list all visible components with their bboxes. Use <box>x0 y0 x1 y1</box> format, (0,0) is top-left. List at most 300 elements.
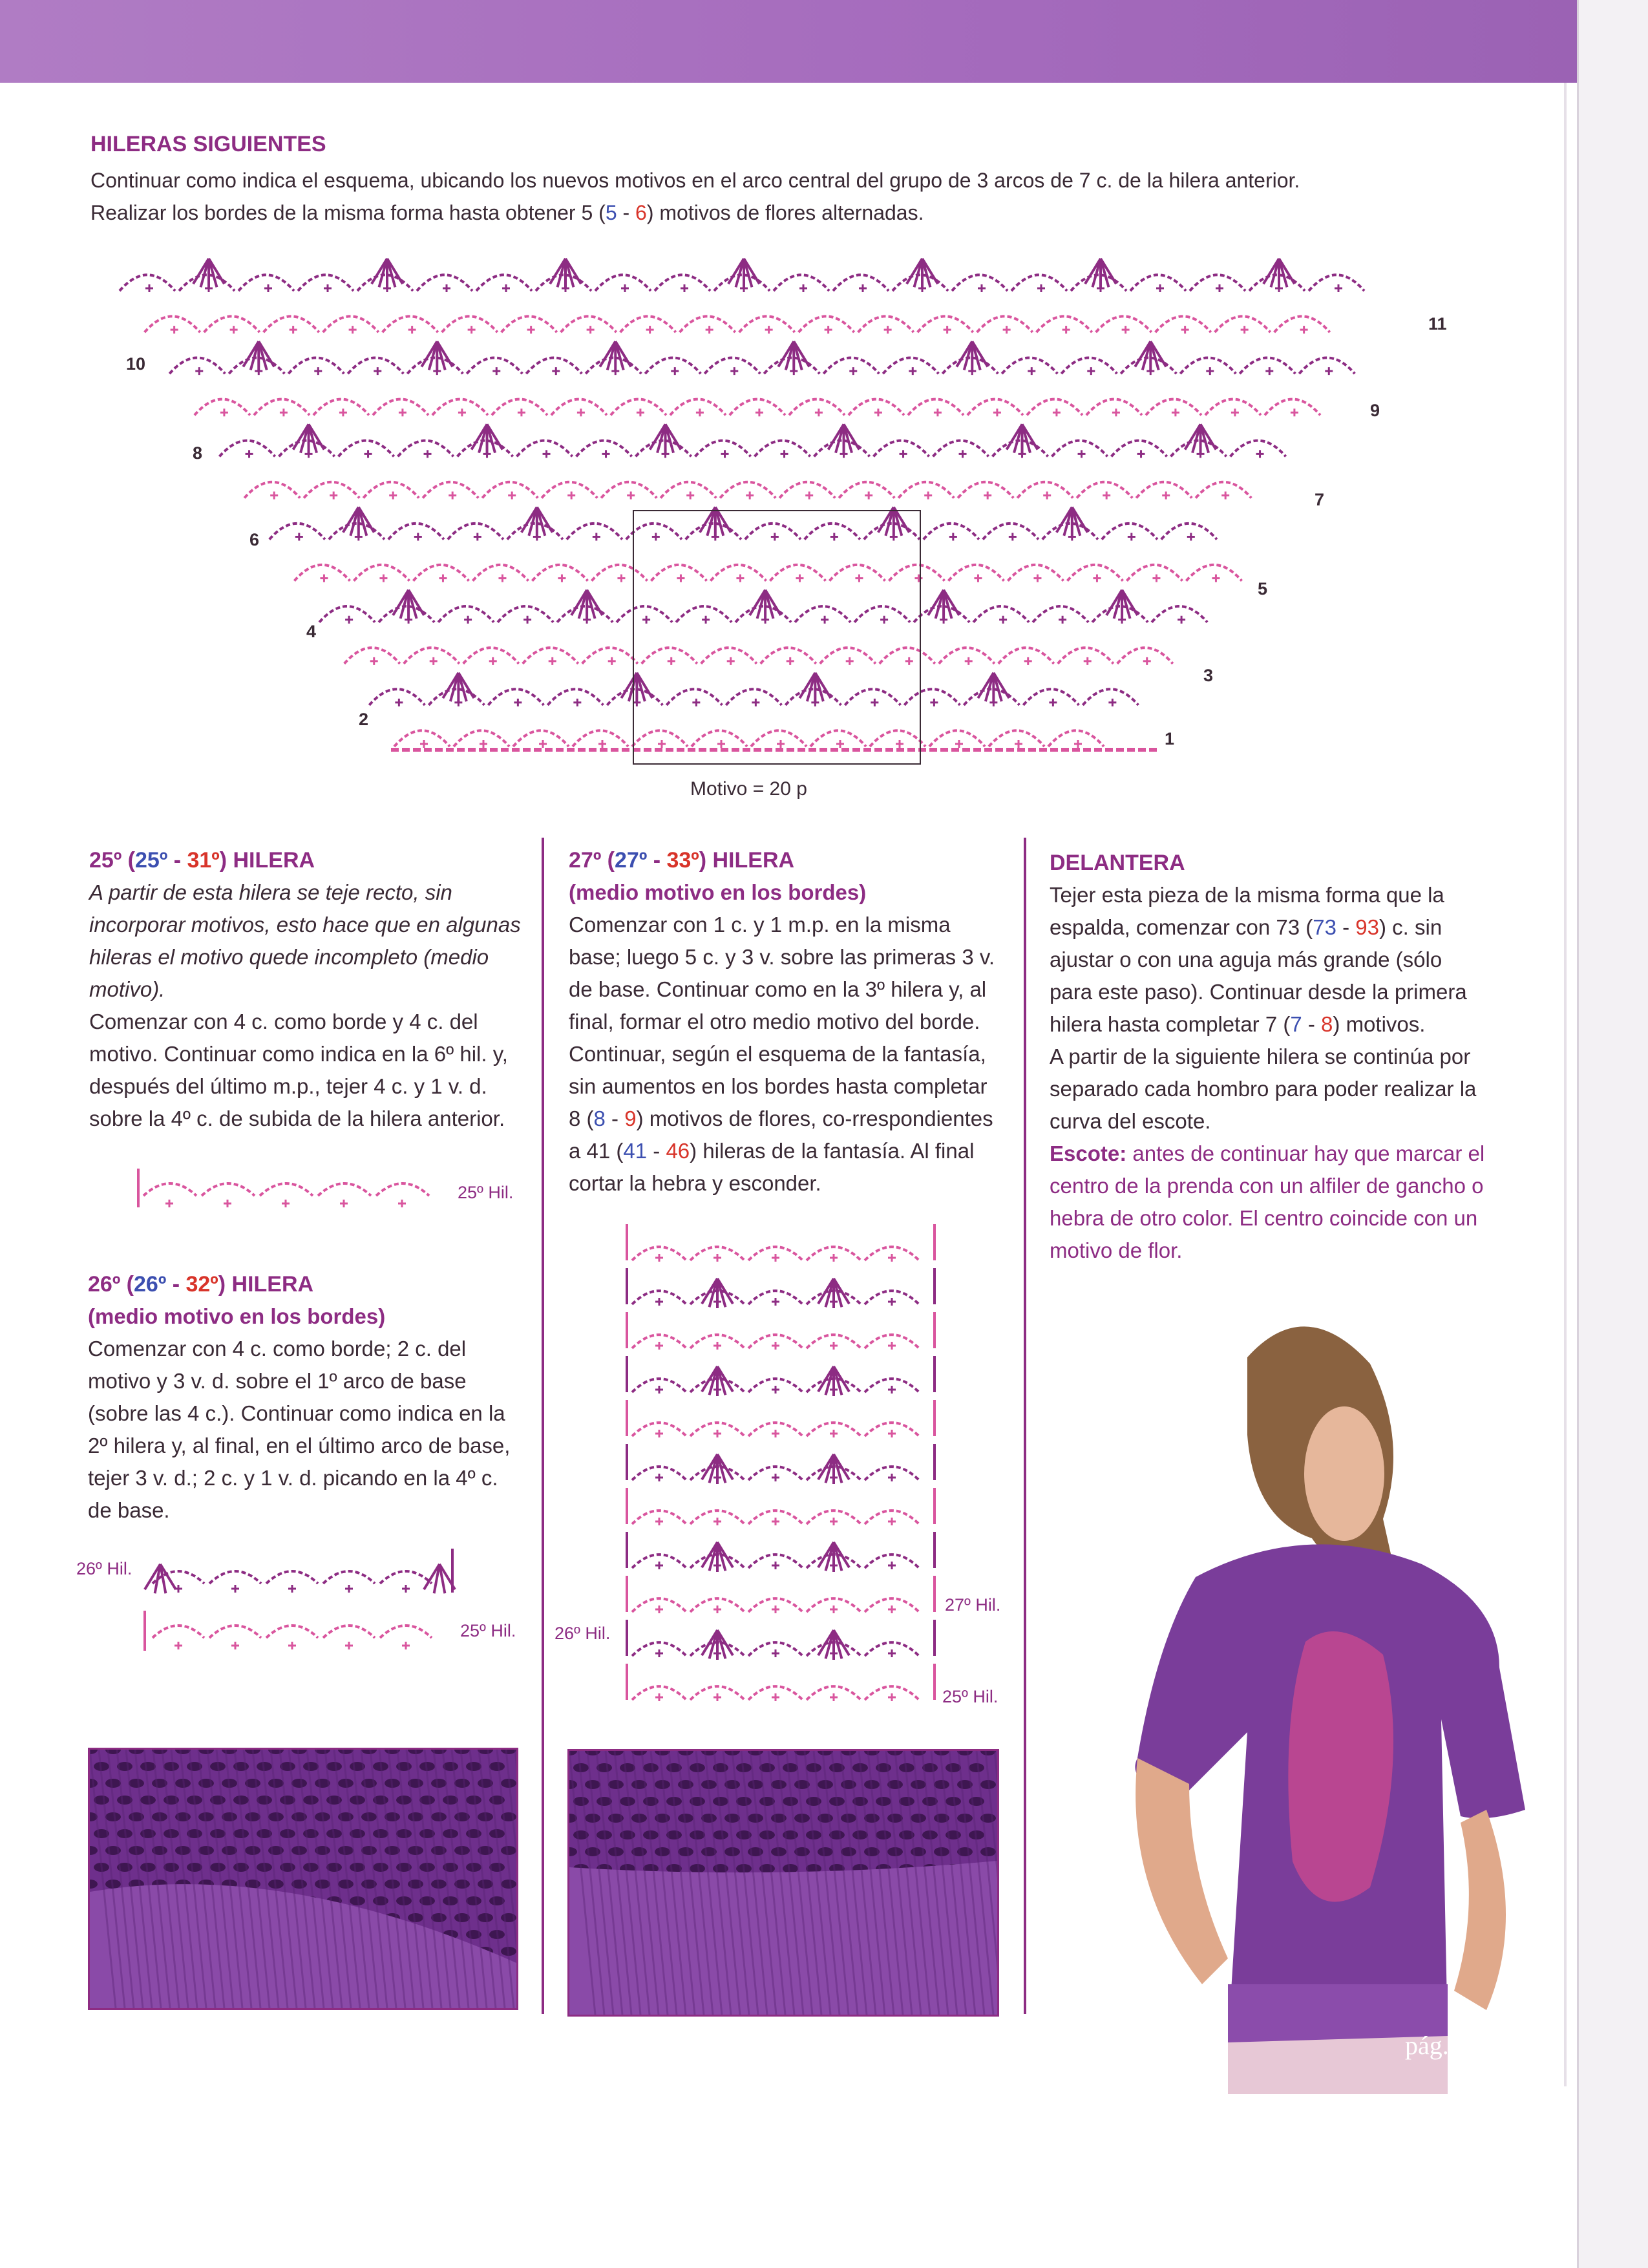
single-crochet-mark <box>888 1298 896 1306</box>
single-crochet-mark <box>730 367 738 375</box>
single-crochet-mark <box>1265 367 1273 375</box>
chain-arc <box>209 1571 261 1584</box>
single-crochet-mark <box>999 616 1007 624</box>
single-crochet-mark <box>399 408 407 416</box>
single-crochet-mark <box>1291 408 1298 416</box>
single-crochet-mark <box>686 491 694 499</box>
row-label-8: 8 <box>193 443 203 463</box>
single-crochet-mark <box>696 408 704 416</box>
single-crochet-mark <box>379 575 387 582</box>
row-label-3: 3 <box>1203 666 1214 685</box>
single-crochet-mark <box>502 284 510 292</box>
single-crochet-mark <box>655 1430 663 1437</box>
single-crochet-mark <box>290 326 297 334</box>
single-crochet-mark <box>324 284 332 292</box>
face <box>1304 1406 1384 1541</box>
single-crochet-mark <box>508 491 516 499</box>
single-crochet-mark <box>888 1693 896 1701</box>
row-label-2: 2 <box>359 710 369 729</box>
lace-hole <box>585 1814 600 1823</box>
single-crochet-mark <box>1009 533 1017 541</box>
lace-hole <box>818 1847 833 1856</box>
single-crochet-mark <box>1206 367 1214 375</box>
single-crochet-mark <box>364 450 372 458</box>
lace-hole <box>408 1812 423 1821</box>
single-crochet-mark <box>821 616 829 624</box>
single-crochet-mark <box>865 491 872 499</box>
single-crochet-mark <box>884 326 892 334</box>
lace-hole <box>338 1880 354 1889</box>
chain-arc <box>143 1183 196 1196</box>
row-label-9: 9 <box>1370 401 1380 420</box>
single-crochet-mark <box>815 408 823 416</box>
row26-heading: 26º (26º - 32º) HILERA <box>88 1272 314 1297</box>
intro-heading: HILERAS SIGUIENTES <box>90 132 326 156</box>
knit-detail-photo-left <box>88 1748 518 2010</box>
single-crochet-mark <box>772 1298 779 1306</box>
single-crochet-mark <box>924 491 932 499</box>
single-crochet-mark <box>1325 367 1333 375</box>
single-crochet-mark <box>1156 284 1164 292</box>
single-crochet-mark <box>787 657 794 665</box>
single-crochet-mark <box>1181 326 1189 334</box>
single-crochet-mark <box>398 1200 406 1207</box>
single-crochet-mark <box>443 284 450 292</box>
row-label-7: 7 <box>1315 490 1325 509</box>
single-crochet-mark <box>598 740 606 748</box>
lace-hole <box>876 1830 891 1839</box>
arm-left <box>1136 1758 1228 1984</box>
single-crochet-mark <box>552 367 560 375</box>
single-crochet-mark <box>830 1518 838 1525</box>
single-crochet-mark <box>655 1693 663 1701</box>
lace-hole <box>713 1797 728 1806</box>
single-crochet-mark <box>896 740 903 748</box>
single-crochet-mark <box>1187 533 1195 541</box>
lace-hole <box>431 1779 447 1788</box>
lace-hole <box>655 1847 670 1856</box>
single-crochet-mark <box>1062 326 1070 334</box>
single-crochet-mark <box>655 1474 663 1481</box>
lace-hole <box>980 1847 996 1856</box>
single-crochet-mark <box>1074 740 1082 748</box>
single-crochet-mark <box>1112 408 1120 416</box>
single-crochet-mark <box>573 699 581 706</box>
lace-hole <box>608 1780 624 1789</box>
lace-hole <box>466 1896 481 1905</box>
single-crochet-mark <box>772 1693 779 1701</box>
single-crochet-mark <box>955 740 963 748</box>
single-crochet-mark <box>655 1518 663 1525</box>
single-crochet-mark <box>671 367 679 375</box>
chain-arc <box>266 1571 318 1584</box>
single-crochet-mark <box>224 1200 231 1207</box>
lace-hole <box>268 1812 284 1821</box>
single-crochet-mark <box>424 450 432 458</box>
single-crochet-mark <box>295 533 303 541</box>
single-crochet-mark <box>518 408 525 416</box>
single-crochet-mark <box>339 408 347 416</box>
row-label-10: 10 <box>126 354 146 374</box>
neckline-note: Escote: antes de continuar hay que marcar el centro de la prenda con un alfiler de gancho o hebra de otro color. El centro coincide con un motivo de flor. <box>1050 1141 1485 1262</box>
lace-hole <box>478 1913 493 1922</box>
front-body: Tejer esta pieza de la misma forma que la espalda, comenzar con 73 (73 - 93) c. sin ajustar o con una aguja más grande (sólo para este paso). Continuar desde la primera hilera hasta completar 7 (7 - 8) motivos. A partir de la siguiente hilera se continúa por separado cada hombro para poder realizar la curva del escote. <box>1050 883 1477 1133</box>
chain-arc <box>323 1626 375 1638</box>
chain-arc <box>323 1571 375 1584</box>
row-label-11: 11 <box>1428 314 1447 334</box>
single-crochet-mark <box>637 408 644 416</box>
single-crochet-mark <box>288 1642 296 1649</box>
row26-body: Comenzar con 4 c. como borde; 2 c. del motivo y 3 v. d. sobre el 1º arco de base (sobre las 4 c.). Continuar como indica en la 2º hilera y, al final, en el último arco de base, tejer 3 v. d.; 2 c. y 1 v. d. picando en la 4º c. de base. <box>88 1337 511 1522</box>
single-crochet-mark <box>836 740 844 748</box>
single-crochet-mark <box>1122 326 1130 334</box>
row26-chart-bottom-label: 25º Hil. <box>460 1621 516 1640</box>
single-crochet-mark <box>480 740 487 748</box>
lace-hole <box>501 1880 516 1889</box>
single-crochet-mark <box>539 740 547 748</box>
lace-hole <box>478 1880 493 1889</box>
single-crochet-mark <box>717 740 725 748</box>
lace-hole <box>690 1830 705 1839</box>
row25-heading: 25º (25º - 31º) HILERA <box>89 848 315 873</box>
single-crochet-mark <box>593 533 600 541</box>
lace-hole <box>396 1796 412 1805</box>
single-crochet-mark <box>430 657 438 665</box>
lace-hole <box>945 1763 961 1772</box>
single-crochet-mark <box>888 1342 896 1350</box>
lace-hole <box>233 1829 249 1838</box>
motif-repeat-box <box>633 511 920 764</box>
single-crochet-mark <box>652 533 660 541</box>
single-crochet-mark <box>772 1342 779 1350</box>
single-crochet-mark <box>777 740 785 748</box>
single-crochet-mark <box>621 284 629 292</box>
single-crochet-mark <box>330 491 337 499</box>
lace-hole <box>934 1780 949 1789</box>
single-crochet-mark <box>1256 450 1264 458</box>
knit-detail-photo-middle <box>567 1749 999 2017</box>
single-crochet-mark <box>781 450 788 458</box>
single-crochet-mark <box>655 1649 663 1657</box>
single-crochet-mark <box>681 284 688 292</box>
single-crochet-mark <box>771 533 779 541</box>
front-heading: DELANTERA <box>1050 851 1185 875</box>
lace-hole <box>771 1780 787 1789</box>
lace-hole <box>408 1913 423 1922</box>
single-crochet-mark <box>949 533 957 541</box>
single-crochet-mark <box>1087 367 1095 375</box>
lace-hole <box>783 1864 798 1873</box>
single-crochet-mark <box>934 408 942 416</box>
single-crochet-mark <box>713 1254 721 1262</box>
row27-heading: 27º (27º - 33º) HILERA <box>569 848 795 873</box>
single-crochet-mark <box>888 1430 896 1437</box>
single-crochet-mark <box>282 1200 290 1207</box>
single-crochet-mark <box>752 699 759 706</box>
single-crochet-mark <box>145 284 153 292</box>
single-crochet-mark <box>692 699 700 706</box>
row25-body: Comenzar con 4 c. como borde y 4 c. del motivo. Continuar como indica en la 6º hil. y, después del último m.p., tejer 4 c. y 1 v. d. sobre la 4º c. de subida de la hilera anterior. <box>89 1010 508 1130</box>
chain-arc <box>153 1571 204 1584</box>
chain-arc <box>266 1626 318 1638</box>
single-crochet-mark <box>772 1518 779 1525</box>
page-number: pág. 7 <box>1405 2031 1468 2060</box>
lace-hole <box>361 1846 377 1855</box>
single-crochet-mark <box>349 326 357 334</box>
lace-hole <box>620 1763 635 1772</box>
row-label-4: 4 <box>306 622 317 641</box>
single-crochet-mark <box>772 1254 779 1262</box>
single-crochet-mark <box>1053 408 1061 416</box>
single-crochet-mark <box>746 491 754 499</box>
single-crochet-mark <box>713 1430 721 1437</box>
lace-hole <box>443 1896 458 1905</box>
single-crochet-mark <box>888 1474 896 1481</box>
row26-mini-chart <box>136 1541 472 1657</box>
single-crochet-mark <box>1162 491 1170 499</box>
single-crochet-mark <box>846 657 854 665</box>
single-crochet-mark <box>974 575 982 582</box>
lace-hole <box>841 1847 856 1856</box>
lace-hole <box>233 1796 249 1805</box>
single-crochet-mark <box>270 491 278 499</box>
single-crochet-mark <box>523 616 531 624</box>
single-crochet-mark <box>414 533 422 541</box>
single-crochet-mark <box>1231 408 1239 416</box>
lace-hole <box>783 1763 798 1772</box>
lace-hole <box>911 1780 926 1789</box>
row25-note: A partir de esta hilera se teje recto, sin incorporar motivos, esto hace que en algunas hileras el motivo quede incompleto (medio motivo). <box>89 880 521 1001</box>
single-crochet-mark <box>772 1649 779 1657</box>
single-crochet-mark <box>825 326 832 334</box>
single-crochet-mark <box>646 326 654 334</box>
single-crochet-mark <box>772 1386 779 1394</box>
single-crochet-mark <box>1108 699 1116 706</box>
single-crochet-mark <box>246 450 253 458</box>
single-crochet-mark <box>1178 616 1185 624</box>
arm-right <box>1454 1810 1506 2010</box>
single-crochet-mark <box>1128 533 1136 541</box>
single-crochet-mark <box>830 1606 838 1613</box>
model-wearing-top-photo <box>1034 1306 1564 2094</box>
row-label-1: 1 <box>1165 729 1175 748</box>
row27-body: Comenzar con 1 c. y 1 m.p. en la misma base; luego 5 c. y 3 v. sobre las primeras 3 v. de base. Continuar como en la 3º hilera y, al final, formar el otro medio motivo del borde. Continuar, según el esquema de la fantasía, sin aumentos en los bordes hasta completar 8 (8 - 9) motivos de flores, co-rrespondientes a 41 (41 - 46) hileras de la fantasía. Al final cortar la hebra y esconder. <box>569 913 995 1195</box>
single-crochet-mark <box>830 1254 838 1262</box>
single-crochet-mark <box>765 326 773 334</box>
single-crochet-mark <box>1033 575 1041 582</box>
single-crochet-mark <box>345 1585 353 1593</box>
single-crochet-mark <box>1028 367 1035 375</box>
single-crochet-mark <box>527 326 535 334</box>
single-crochet-mark <box>658 740 666 748</box>
single-crochet-mark <box>1003 326 1011 334</box>
lace-hole <box>431 1812 447 1821</box>
single-crochet-mark <box>543 450 551 458</box>
single-crochet-mark <box>608 657 616 665</box>
single-crochet-mark <box>1300 326 1308 334</box>
single-crochet-mark <box>736 575 744 582</box>
lace-hole <box>678 1847 693 1856</box>
lace-hole <box>466 1762 481 1771</box>
chart-label-25: 25º Hil. <box>942 1687 998 1706</box>
single-crochet-mark <box>859 284 867 292</box>
single-crochet-mark <box>1152 575 1160 582</box>
single-crochet-mark <box>655 1342 663 1350</box>
single-crochet-mark <box>1137 450 1145 458</box>
single-crochet-mark <box>474 533 481 541</box>
single-crochet-mark <box>549 657 556 665</box>
single-crochet-mark <box>944 326 951 334</box>
row27-subheading: (medio motivo en los bordes) <box>569 880 867 904</box>
single-crochet-mark <box>577 408 585 416</box>
chain-arc <box>318 1183 371 1196</box>
rows-25-27-chart <box>620 1222 944 1726</box>
lace-hole <box>373 1863 388 1872</box>
intro-line-2: Realizar los bordes de la misma forma hasta obtener 5 (5 - 6) motivos de flores alternadas. <box>90 201 924 224</box>
lace-hole <box>105 1779 121 1788</box>
main-crochet-chart <box>0 0 1648 840</box>
lace-hole <box>338 1846 354 1855</box>
lace-hole <box>175 1846 191 1855</box>
single-crochet-mark <box>449 491 456 499</box>
single-crochet-mark <box>1335 284 1342 292</box>
lace-hole <box>585 1780 600 1789</box>
single-crochet-mark <box>888 1649 896 1657</box>
lace-hole <box>454 1779 470 1788</box>
lace-hole <box>748 1814 763 1823</box>
single-crochet-mark <box>468 326 476 334</box>
single-crochet-mark <box>905 657 913 665</box>
row25-mini-chart <box>129 1157 465 1215</box>
single-crochet-mark <box>993 408 1001 416</box>
single-crochet-mark <box>1212 575 1220 582</box>
single-crochet-mark <box>871 699 878 706</box>
single-crochet-mark <box>340 1200 348 1207</box>
lace-hole <box>210 1829 226 1838</box>
single-crochet-mark <box>1043 491 1051 499</box>
single-crochet-mark <box>1172 408 1179 416</box>
single-crochet-mark <box>702 616 710 624</box>
single-crochet-mark <box>830 1342 838 1350</box>
single-crochet-mark <box>755 408 763 416</box>
single-crochet-mark <box>587 326 595 334</box>
row-label-5: 5 <box>1258 579 1268 599</box>
single-crochet-mark <box>174 1642 182 1649</box>
single-crochet-mark <box>655 1562 663 1569</box>
lace-hole <box>748 1780 763 1789</box>
single-crochet-mark <box>984 491 991 499</box>
lace-hole <box>501 1846 516 1855</box>
chain-arc <box>202 1183 255 1196</box>
lace-hole <box>852 1830 868 1839</box>
single-crochet-mark <box>395 699 403 706</box>
lace-hole <box>396 1829 412 1838</box>
single-crochet-mark <box>849 367 857 375</box>
single-crochet-mark <box>706 326 713 334</box>
single-crochet-mark <box>1037 284 1045 292</box>
single-crochet-mark <box>1015 740 1022 748</box>
lace-hole <box>315 1880 330 1889</box>
row26-chart-top-label: 26º Hil. <box>76 1559 132 1578</box>
chain-arc <box>380 1626 432 1638</box>
single-crochet-mark <box>830 533 838 541</box>
single-crochet-mark <box>978 284 986 292</box>
single-crochet-mark <box>1084 657 1092 665</box>
single-crochet-mark <box>408 326 416 334</box>
single-crochet-mark <box>264 284 272 292</box>
single-crochet-mark <box>464 616 472 624</box>
single-crochet-mark <box>727 657 735 665</box>
single-crochet-mark <box>231 1642 239 1649</box>
lace-hole <box>489 1762 505 1771</box>
lace-hole <box>713 1830 728 1839</box>
single-crochet-mark <box>1216 284 1223 292</box>
single-crochet-mark <box>668 657 675 665</box>
single-crochet-mark <box>655 1254 663 1262</box>
lace-hole <box>373 1829 388 1838</box>
single-crochet-mark <box>772 1606 779 1613</box>
column-divider-1 <box>542 838 544 2014</box>
single-crochet-mark <box>617 575 625 582</box>
chain-arc <box>153 1626 204 1638</box>
chain-arc <box>209 1626 261 1638</box>
single-crochet-mark <box>805 491 813 499</box>
column-divider-2 <box>1024 838 1026 2014</box>
chain-arc <box>260 1183 313 1196</box>
motif-caption: Motivo = 20 p <box>690 778 807 800</box>
row26-subheading: (medio motivo en los bordes) <box>88 1304 386 1328</box>
single-crochet-mark <box>280 408 288 416</box>
single-crochet-mark <box>171 326 178 334</box>
single-crochet-mark <box>220 408 228 416</box>
single-crochet-mark <box>677 575 684 582</box>
single-crochet-mark <box>558 575 565 582</box>
single-crochet-mark <box>230 326 238 334</box>
single-crochet-mark <box>874 408 882 416</box>
single-crochet-mark <box>914 575 922 582</box>
single-crochet-mark <box>288 1585 296 1593</box>
lace-hole <box>210 1863 226 1872</box>
chain-arc <box>380 1571 432 1584</box>
single-crochet-mark <box>1143 657 1151 665</box>
single-crochet-mark <box>374 367 381 375</box>
single-crochet-mark <box>655 1606 663 1613</box>
single-crochet-mark <box>772 1430 779 1437</box>
single-crochet-mark <box>1078 450 1086 458</box>
single-crochet-mark <box>888 1518 896 1525</box>
single-crochet-mark <box>602 450 610 458</box>
lace-hole <box>198 1846 214 1855</box>
single-crochet-mark <box>1093 575 1101 582</box>
single-crochet-mark <box>965 657 973 665</box>
single-crochet-mark <box>1059 616 1066 624</box>
single-crochet-mark <box>655 1298 663 1306</box>
single-crochet-mark <box>370 657 378 665</box>
single-crochet-mark <box>492 367 500 375</box>
lace-hole <box>164 1762 179 1771</box>
single-crochet-mark <box>721 450 729 458</box>
lace-hole <box>806 1763 821 1772</box>
single-crochet-mark <box>888 1606 896 1613</box>
lace-hole <box>911 1814 926 1823</box>
chart-label-27: 27º Hil. <box>945 1595 1001 1615</box>
single-crochet-mark <box>458 408 466 416</box>
single-crochet-mark <box>1103 491 1110 499</box>
single-crochet-mark <box>402 1642 410 1649</box>
single-crochet-mark <box>498 575 506 582</box>
single-crochet-mark <box>713 1693 721 1701</box>
lace-hole <box>291 1779 307 1788</box>
